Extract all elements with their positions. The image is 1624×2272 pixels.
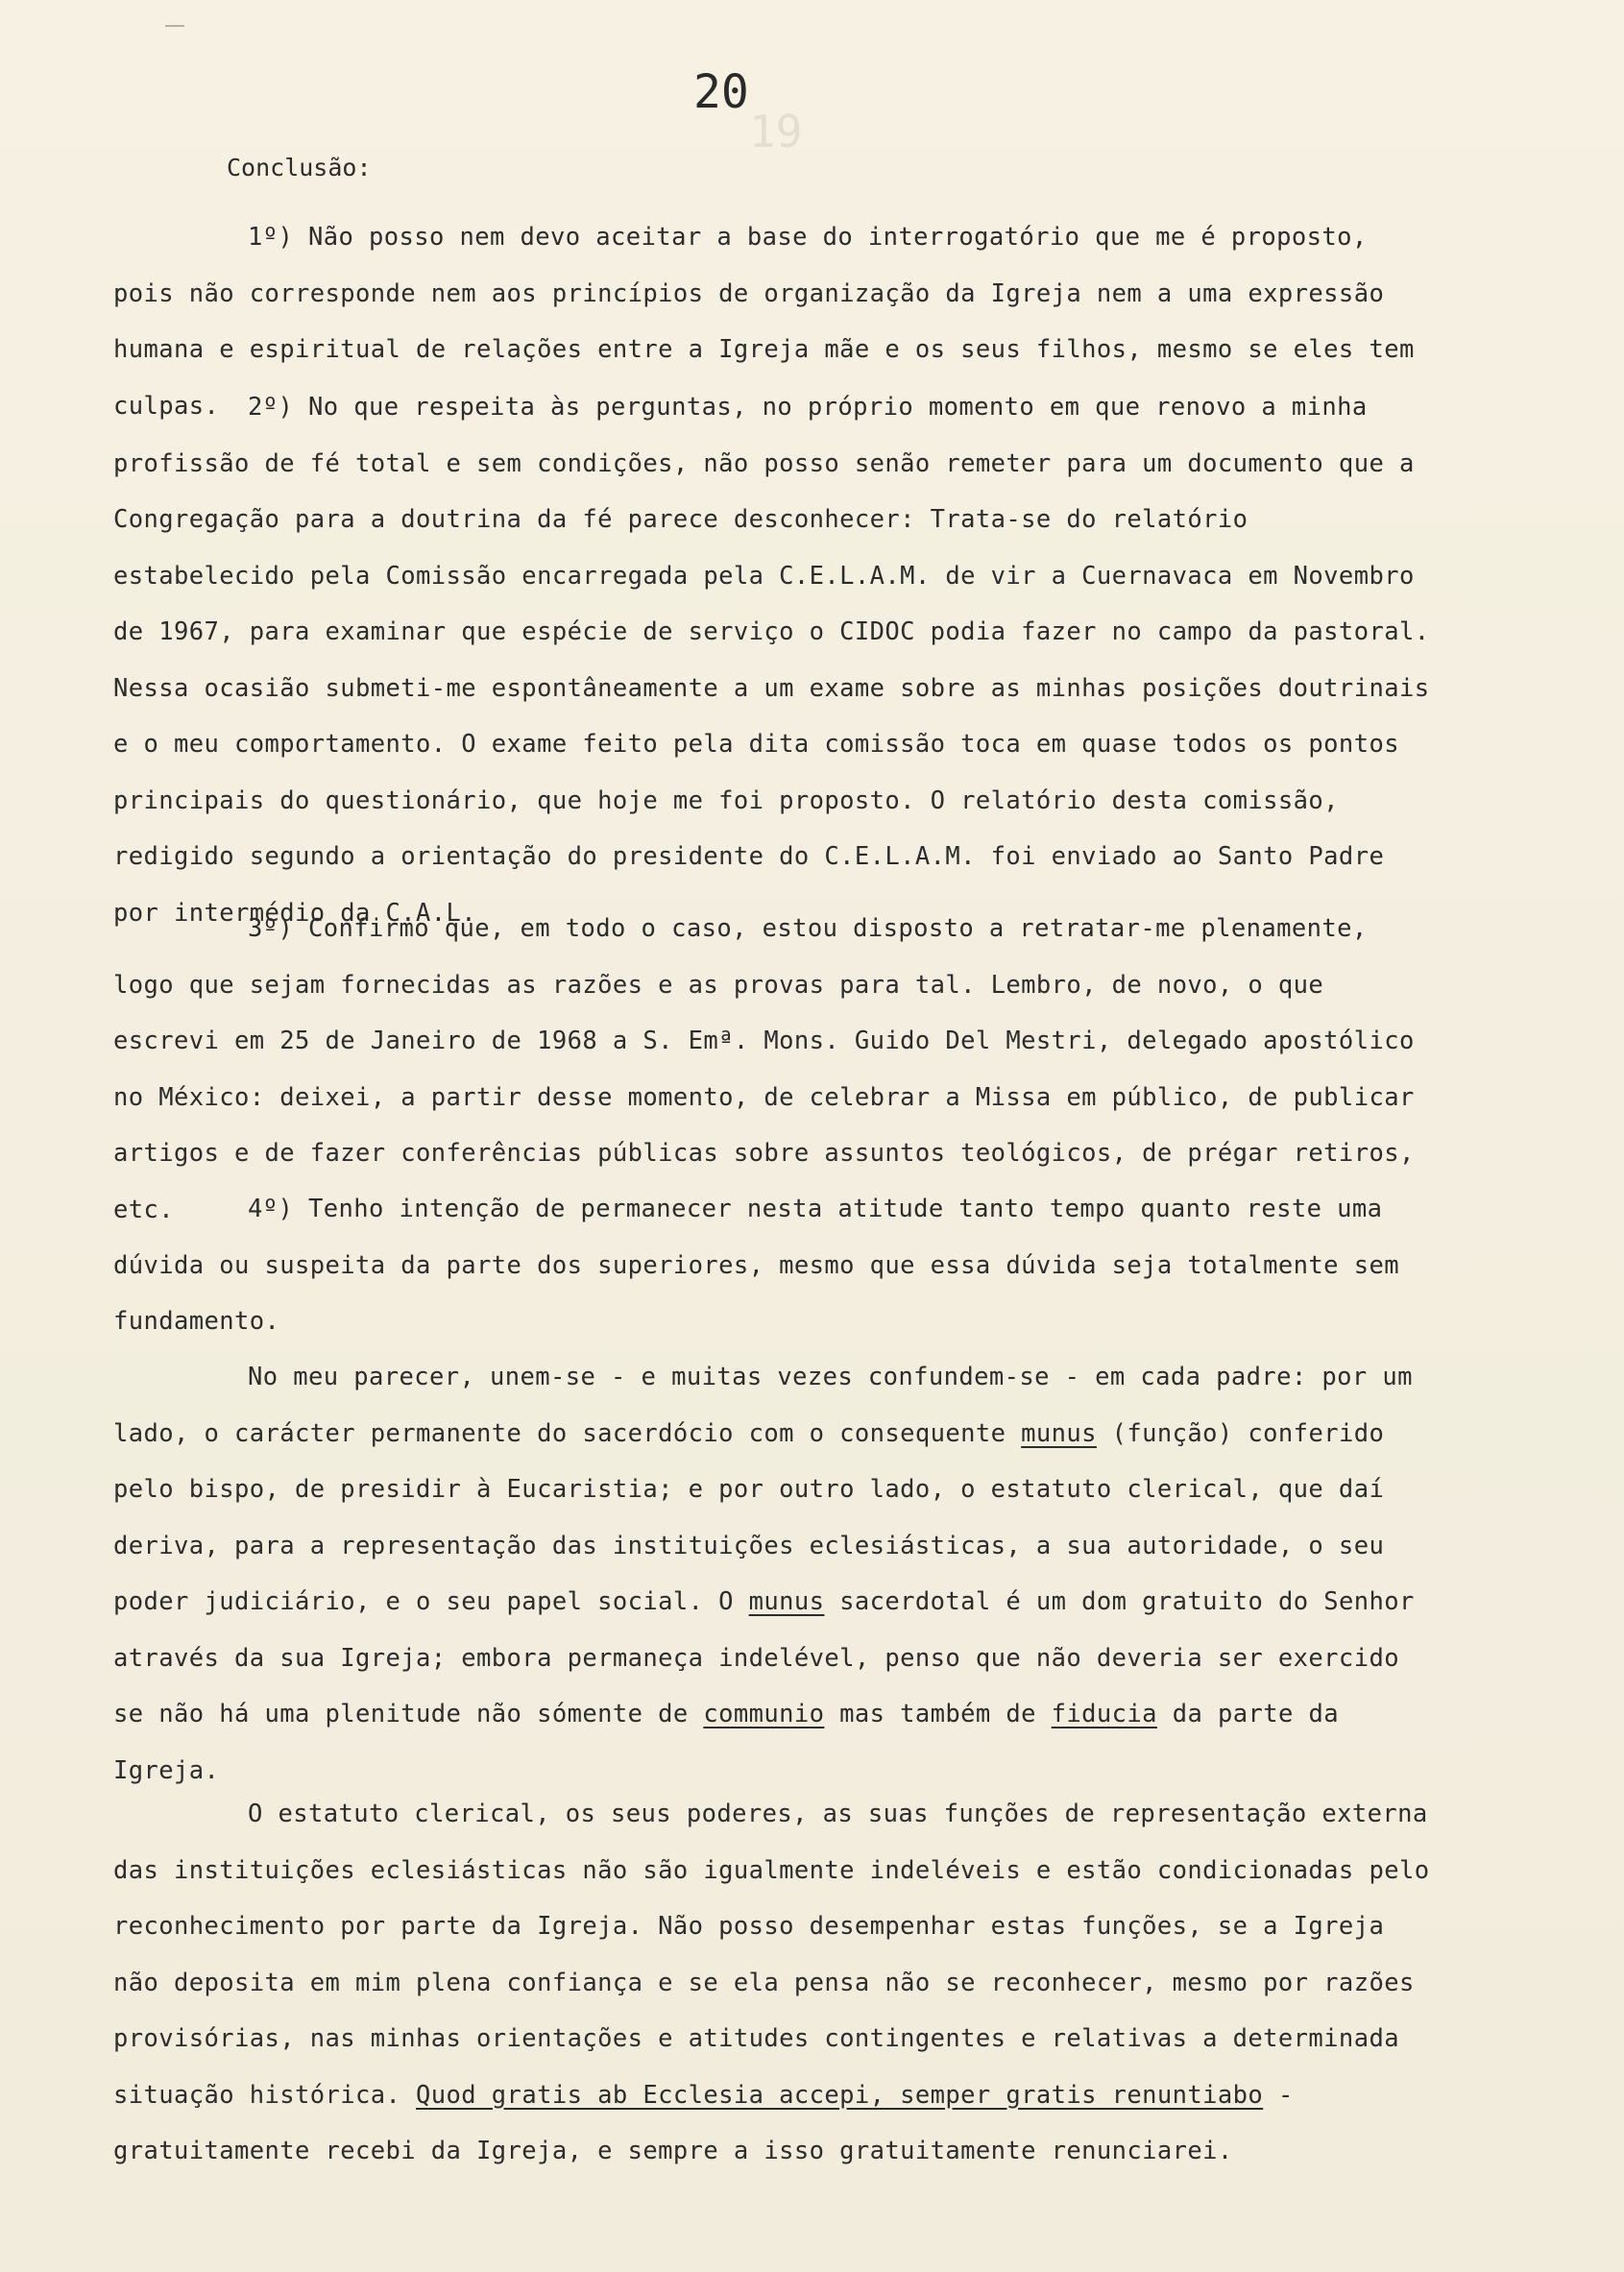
paragraph-2	[113, 379, 1439, 941]
text-segment: 1º) Não posso nem devo aceitar a base do interrogatório que me é proposto, pois não corresponde nem aos princípios de organização da Igreja nem a uma expressão humana e espiritual de relações entre a Igreja mãe e os seus filhos, mesmo se eles tem culpas.	[113, 223, 1415, 421]
paragraph-text	[113, 1181, 1439, 1350]
underlined-term: munus	[1021, 1418, 1097, 1448]
text-segment: sacerdotal é um dom gratuito do Senhor através da sua Igreja; embora permaneça indelével, penso que não deveria ser exercido se não há uma plenitude não sómente de	[113, 1587, 1415, 1728]
paragraph-text	[113, 1349, 1439, 1799]
text-segment: - gratuitamente recebi da Igreja, e sempre a isso gratuitamente renunciarei.	[113, 2080, 1294, 2165]
underlined-term: communio	[703, 1700, 825, 1728]
paragraph-5	[113, 1349, 1439, 1799]
underlined-term: Quod gratis ab Ecclesia accepi, semper gratis renuntiabo	[416, 2080, 1264, 2110]
text-segment: da parte da Igreja.	[113, 1700, 1339, 1785]
bleed-through-text: 19	[749, 106, 803, 157]
underlined-term: fiducia	[1051, 1700, 1157, 1728]
paragraph-text	[113, 1786, 1439, 2180]
paragraph-6	[113, 1786, 1439, 2180]
text-segment: O estatuto clerical, os seus poderes, as suas funções de representação externa das instituições eclesiásticas não são igualmente indeléveis e estão condicionadas pelo reconhecimento por parte da Igreja. Não posso desempenhar estas funções, se a Igreja não deposita em mim plena confiança e se ela pensa não se reconhecer, mesmo por razões provisórias, nas minhas orientações e atitudes contingentes e relativas a determinada situação histórica.	[113, 1800, 1430, 2110]
text-segment: mas também de	[824, 1700, 1052, 1728]
text-segment: 2º) No que respeita às perguntas, no próprio momento em que renovo a minha profissão de fé total e sem condições, não posso senão remeter para um documento que a Congregação para a doutrina da fé parece desconhecer: Trata-se do relatório estabelecido pela Comissão encarregada pela C.E.L.A.M. de vir a Cuernavaca em Novembro de 1967, para examinar que espécie de serviço o CIDOC podia fazer no campo da pastoral. Nessa ocasião submeti-me espontâneamente a um exame sobre as minhas posições doutrinais e o meu comportamento. O exame feito pela dita comissão toca em quase todos os pontos principais do questionário, que hoje me foi proposto. O relatório desta comissão, redigido segundo a orientação do presidente do C.E.L.A.M. foi enviado ao Santo Padre por intermédio da C.A.L.	[113, 393, 1430, 928]
paragraph-4	[113, 1181, 1439, 1350]
text-segment: (função) conferido pelo bispo, de presidir à Eucaristia; e por outro lado, o estatuto clerical, que daí deriva, para a representação das instituições eclesiásticas, a sua autoridade, o seu poder judiciário, e o seu papel social. O	[113, 1418, 1385, 1616]
text-segment: 4º) Tenho intenção de permanecer nesta atitude tanto tempo quanto reste uma dúvida ou suspeita da parte dos superiores, mesmo que essa dúvida seja totalmente sem fundamento.	[113, 1195, 1399, 1336]
paragraph-text	[113, 379, 1439, 941]
underlined-term: munus	[748, 1587, 825, 1616]
margin-mark	[165, 25, 184, 27]
section-heading: Conclusão:	[227, 154, 372, 181]
text-segment: 3º) Confirmo que, em todo o caso, estou disposto a retratar-me plenamente, logo que sejam fornecidas as razões e as provas para tal. Lembro, de novo, o que escrevi em 25 de Janeiro de 1968 a S. Emª. Mons. Guido Del Mestri, delegado apostólico no México: deixei, a partir desse momento, de celebrar a Missa em público, de publicar artigos e de fazer conferências públicas sobre assuntos teológicos, de prégar retiros, etc.	[113, 914, 1415, 1224]
page-number: 20	[693, 65, 749, 119]
text-segment: No meu parecer, unem-se - e muitas vezes confundem-se - em cada padre: por um lado, o carácter permanente do sacerdócio com o consequente	[113, 1363, 1413, 1448]
